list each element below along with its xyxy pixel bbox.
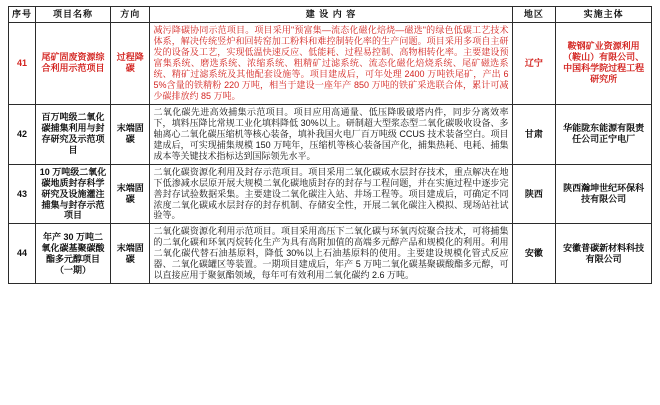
column-header-region: 地区 [512,7,556,23]
cell-region: 辽宁 [512,22,556,104]
column-header-entity: 实施主体 [556,7,652,23]
cell-region: 陕西 [512,164,556,224]
table-body [9,22,652,283]
cell-no: 44 [9,224,36,284]
projects-table [8,6,652,284]
cell-no: 43 [9,164,36,224]
cell-project-name: 10 万吨级二氧化碳地质封存科学研究及设施灌注捕集与封存示范项目 [36,164,111,224]
cell-content: 减污降碳协同示范项目。项目采用"预富集—流态化磁化焙烧—磁选"的绿色低碳工艺技术体系，解决传统竖炉和回转窑加工粉料和难控制转化率的生产问题。项目采用多项自主研发的设备及工艺，实现低温快速反应、低能耗、过程易控制、高物相转化率。主要建设预富集系统、磨选系统、浓缩系统、粗精矿过滤系统、流态化磁化焙烧系统、尾矿磁选系统、精矿过滤系统及其他配套设施等。项目建成后，可年处理 2400 万吨铁尾矿，产出 65%含量的铁精粉 220 万吨，相当于建设一座年产 850 万吨的铁矿采选联合体，累计可减少碳排放约 85 万吨。 [150,22,512,104]
cell-content: 二氧化碳先进高效捕集示范项目。项目应用高通量、低压降吸破塔内件，同步分离效率下，填料压降比常规工业化填料降低 30%以上。研制超大型浆态型二氧化碳吸收设备、多轴离心二氧化碳压缩机等核心装备，填补我国火电厂百万吨级 CCUS 技术装备空白。项目建成后，可实现捕集规模 150 万吨年，压缩机等核心装备国产化，捕集热耗、电耗、捕集成本等关键技术指标达到国际领先水平。 [150,104,512,164]
cell-direction: 末端固碳 [110,104,150,164]
table-row [9,224,652,284]
table-header [9,7,652,23]
column-header-no: 序号 [9,7,36,23]
cell-entity: 华能陇东能源有限责任公司正宁电厂 [556,104,652,164]
column-header-name: 项目名称 [36,7,111,23]
column-header-direction: 方向 [110,7,150,23]
cell-direction: 末端固碳 [110,164,150,224]
cell-no: 42 [9,104,36,164]
cell-project-name: 尾矿固废资源综合利用示范项目 [36,22,111,104]
table-row [9,164,652,224]
table-row [9,22,652,104]
cell-project-name: 年产 30 万吨二氧化碳基聚碳酸酯多元醇项目（一期） [36,224,111,284]
cell-entity: 鞍钢矿业资源利用（鞍山）有限公司、中国科学院过程工程研究所 [556,22,652,104]
cell-entity: 安徽普碳新材料科技有限公司 [556,224,652,284]
cell-region: 安徽 [512,224,556,284]
cell-direction: 过程降碳 [110,22,150,104]
cell-entity: 陕西瀚坤世纪环保科技有限公司 [556,164,652,224]
cell-region: 甘肃 [512,104,556,164]
cell-no: 41 [9,22,36,104]
cell-content: 二氧化碳资源化利用示范项目。项目采用高压下二氧化碳与环氧丙烷聚合技术，可将捕集的二氧化碳和环氧丙烷转化生产为具有高附加值的高端多元醇产品和规模化的利用。利用二氧化碳代替石油基原料，降低 30%以上石油基原料的使用。主要建设规模化管式反应器、二氧化碳罐区等装置。一期项目建成后，年产 5 万吨二氧化碳基聚碳酸酯多元醇，可以直接应用于聚氨酯领域，每年可有效利用二氧化碳约 2.6 万吨。 [150,224,512,284]
column-header-content: 建 设 内 容 [150,7,512,23]
table-row [9,104,652,164]
cell-content: 二氧化碳资源化利用及封存示范项目。项目采用二氧化碳咸水层封存技术，重点解决在地下低渗减水层原开展大规模二氧化碳地质封存的封存与工程问题，并在实施过程中逐步完善封存试验数据采集。主要建设二氧化碳注入站、井场工程等。项目建成后，可确定不同浓度二氧化碳咸水层封存的封存机制、存储安全性，开展二氧化碳注入模拟、现场站社试验等。 [150,164,512,224]
cell-project-name: 百万吨级二氧化碳捕集利用与封存研究及示范项目 [36,104,111,164]
cell-direction: 末端固碳 [110,224,150,284]
table-header-row [9,7,652,23]
